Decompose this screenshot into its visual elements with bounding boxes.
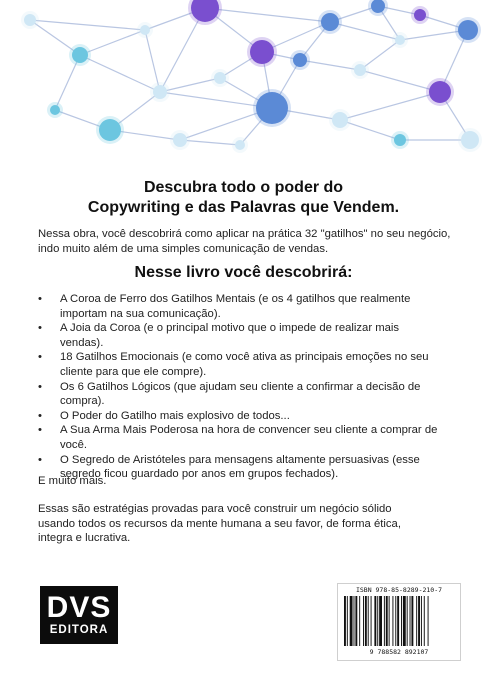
network-node — [250, 40, 274, 64]
list-item-line: compra). — [60, 395, 105, 408]
subheading: Nesse livro você descobrirá: — [134, 264, 353, 281]
barcode-bar — [377, 596, 378, 646]
bullet-icon: • — [38, 409, 42, 422]
closing-line-3: integra e lucrativa. — [38, 532, 131, 545]
barcode-bar — [355, 596, 357, 646]
network-node — [395, 35, 405, 45]
more-text: E muito mais. — [38, 475, 107, 487]
barcode-bar — [424, 596, 425, 646]
intro-paragraph: Nessa obra, você descobrirá como aplicar na prática 32 "gatilhos" no seu negócio, indo muito além de uma simples comunicação de vendas. — [38, 228, 451, 255]
network-node — [354, 64, 366, 76]
list-item-line: segredo ficou guardado por anos em grupos fechados). — [60, 468, 339, 481]
headline-line-2: Copywriting e das Palavras que Vendem. — [87, 199, 400, 216]
list-item — [38, 292, 463, 321]
list-item-line: vendas). — [60, 336, 104, 349]
barcode-bar — [411, 596, 413, 646]
bullet-icon: • — [38, 322, 42, 335]
barcode-bar — [403, 596, 406, 646]
network-node — [293, 53, 307, 67]
feature-list — [38, 292, 463, 482]
network-node — [458, 20, 478, 40]
network-node — [50, 105, 60, 115]
barcode-bar — [384, 596, 385, 646]
barcode-bar — [344, 596, 346, 646]
network-node — [99, 119, 121, 141]
network-graphic — [0, 0, 487, 165]
publisher-logo — [40, 586, 118, 644]
barcode-bar — [363, 596, 364, 646]
barcode-bar — [347, 596, 348, 646]
headline-line-1: Descubra todo o poder do — [143, 179, 344, 196]
barcode-bar — [421, 596, 422, 646]
list-item — [38, 409, 463, 424]
bullet-icon: • — [38, 293, 42, 305]
list-item-line: O Segredo de Aristóteles para mensagens altamente persuasivas (esse — [60, 453, 420, 466]
barcode-bar — [350, 596, 353, 646]
barcode-bar — [428, 596, 429, 646]
bullet-icon: • — [38, 351, 42, 364]
network-edge — [340, 92, 440, 120]
barcode-bar — [401, 596, 402, 646]
list-item-line: A Coroa de Ferro dos Gatilhos Mentais (e os 4 gatilhos que realmente — [60, 293, 411, 305]
barcode-bar — [410, 596, 411, 646]
barcode-bar — [395, 596, 396, 646]
barcode-bar — [368, 596, 369, 646]
network-edge — [80, 55, 160, 92]
network-node — [414, 9, 426, 21]
network-node — [153, 85, 167, 99]
list-item — [38, 350, 463, 379]
list-item — [38, 380, 463, 409]
bullet-icon: • — [38, 453, 42, 466]
barcode-bars — [344, 596, 454, 646]
barcode-bar — [371, 596, 372, 646]
isbn-barcode — [337, 583, 461, 661]
network-node — [235, 140, 245, 150]
network-node — [256, 92, 288, 124]
barcode-bar — [354, 596, 355, 646]
barcode-bar — [365, 596, 367, 646]
barcode-digits: 9 788582 892107 — [369, 648, 429, 656]
network-node — [394, 134, 406, 146]
closing-line-1: Essas são estratégias provadas para você construir um negócio sólido — [38, 503, 392, 515]
network-node — [24, 14, 36, 26]
list-item-line: cliente para que ele compre). — [60, 365, 207, 378]
barcode-bar — [416, 596, 417, 646]
barcode-bar — [397, 596, 399, 646]
network-edge — [30, 20, 145, 30]
bullet-icon: • — [38, 424, 42, 437]
list-item — [38, 321, 463, 350]
logo-top-text: DVS — [46, 591, 112, 624]
list-item-line: A Joia da Coroa (e o principal motivo que o impede de realizar mais — [60, 322, 400, 335]
list-item-line: importam na sua comunicação). — [60, 307, 221, 320]
list-item — [38, 423, 463, 452]
network-node — [332, 112, 348, 128]
barcode-bar — [359, 596, 360, 646]
barcode-bar — [392, 596, 393, 646]
barcode-bar — [374, 596, 376, 646]
barcode-bar — [418, 596, 420, 646]
barcode-bar — [379, 596, 382, 646]
network-node — [429, 81, 451, 103]
network-node — [214, 72, 226, 84]
list-item-line: Os 6 Gatilhos Lógicos (que ajudam seu cliente a confirmar a decisão de — [60, 380, 421, 393]
network-node — [72, 47, 88, 63]
list-item-line: A Sua Arma Mais Poderosa na hora de convencer seu cliente a comprar de — [60, 424, 438, 437]
list-item-line: O Poder do Gatilho mais explosivo de todos... — [60, 409, 290, 422]
barcode-bar — [389, 596, 390, 646]
closing-line-2: usando todos os recursos da mente humana a seu favor, de forma ética, — [38, 517, 401, 530]
network-node — [173, 133, 187, 147]
network-node — [461, 131, 479, 149]
list-item-line: 18 Gatilhos Emocionais (e como você ativa as principais emoções no seu — [60, 351, 429, 364]
isbn-label: ISBN 978-85-8289-210-7 — [355, 586, 443, 594]
bullet-icon: • — [38, 380, 42, 393]
barcode-bar — [407, 596, 408, 646]
list-item-line: você. — [60, 438, 88, 451]
barcode-bar — [386, 596, 388, 646]
network-node — [321, 13, 339, 31]
logo-bottom-text: EDITORA — [49, 624, 109, 636]
network-edge — [205, 8, 330, 22]
network-node — [140, 25, 150, 35]
